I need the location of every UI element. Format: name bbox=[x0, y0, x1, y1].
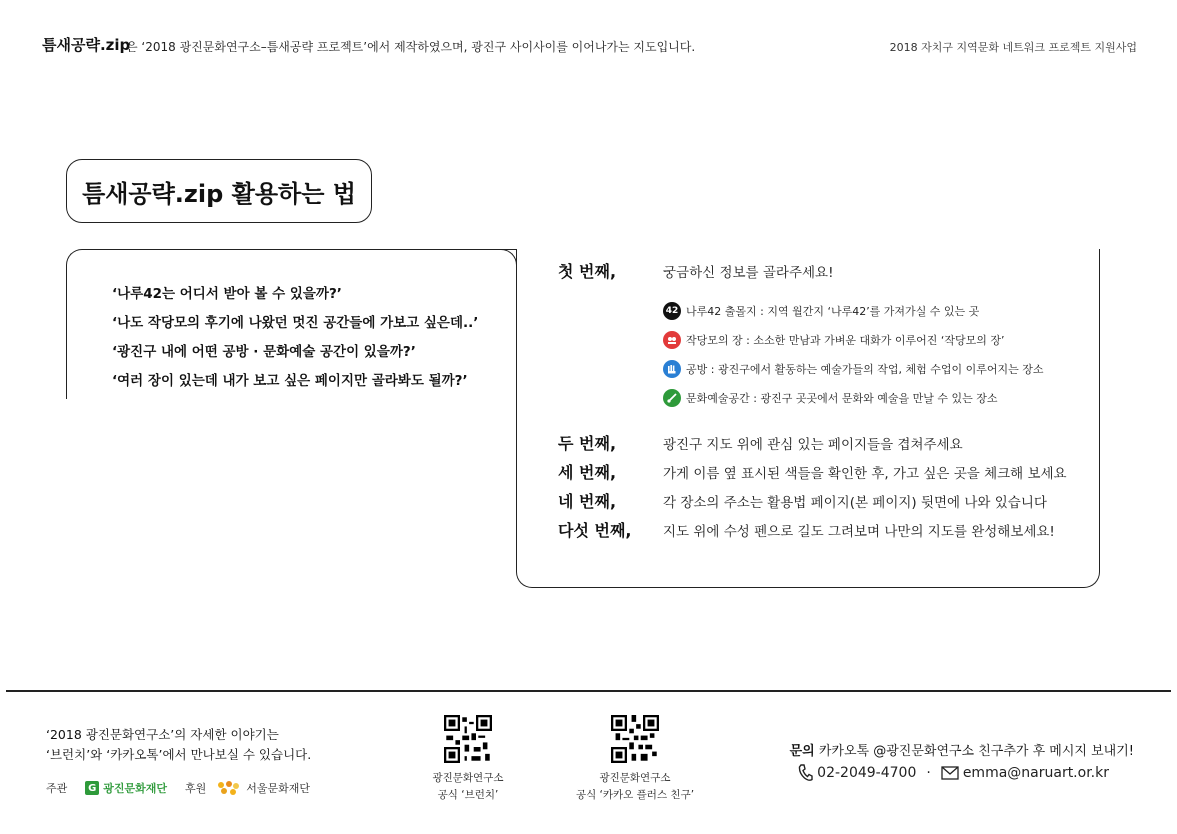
qr-caption-line: 공식 ‘카카오 플러스 친구’ bbox=[575, 789, 695, 801]
legend-text: 문화예술공간 : 광진구 곳곳에서 문화와 예술을 만날 수 있는 장소 bbox=[686, 391, 998, 405]
step-4-text: 각 장소의 주소는 활용법 페이지(본 페이지) 뒷면에 나와 있습니다 bbox=[663, 495, 1047, 511]
contact-text: 카카오톡 @광진문화연구소 친구추가 후 메시지 보내기! bbox=[818, 744, 1134, 759]
qr-caption-line: 광진문화연구소 bbox=[432, 772, 504, 784]
sponsor-name: 서울문화재단 bbox=[246, 782, 311, 795]
legend-text: 나루42 출몰지 : 지역 월간지 ‘나루42’를 가져가실 수 있는 곳 bbox=[686, 304, 980, 318]
contact-label: 문의 bbox=[789, 744, 815, 759]
legend-text: 공방 : 광진구에서 활동하는 예술가들의 작업, 체험 수업이 이루어지는 장소 bbox=[686, 362, 1044, 376]
step-5-text: 지도 위에 수성 펜으로 길도 그려보며 나만의 지도를 완성해보세요! bbox=[663, 524, 1055, 540]
legend-list bbox=[663, 296, 1043, 412]
meeting-icon bbox=[663, 331, 681, 349]
legend-text: 작당모의 장 : 소소한 만남과 가벼운 대화가 이루어진 ‘작당모의 장’ bbox=[686, 333, 1005, 347]
phone-number[interactable]: 02-2049-4700 bbox=[817, 765, 917, 781]
phone-icon bbox=[797, 764, 813, 782]
legend-item-meeting bbox=[663, 325, 1043, 354]
host-label: 주관 bbox=[46, 782, 68, 795]
step-2-text: 광진구 지도 위에 관심 있는 페이지들을 겹쳐주세요 bbox=[663, 437, 963, 453]
footer-divider bbox=[6, 690, 1171, 692]
brand-title: 틈새공략.zip bbox=[42, 36, 131, 54]
step-3-label: 세 번째, bbox=[558, 463, 617, 482]
step-4-label: 네 번째, bbox=[558, 492, 617, 511]
step-3-text: 가게 이름 옆 표시된 색들을 확인한 후, 가고 싶은 곳을 체크해 보세요 bbox=[663, 466, 1067, 482]
legend-item-naru42 bbox=[663, 296, 1043, 325]
footer-info bbox=[46, 725, 311, 765]
contact-separator: · bbox=[926, 765, 931, 781]
footer-info-line: ‘브런치’와 ‘카카오톡’에서 만나보실 수 있습니다. bbox=[46, 747, 312, 762]
step-2-label: 두 번째, bbox=[558, 434, 617, 453]
seoul-logo-icon bbox=[216, 780, 242, 796]
qr-kakao[interactable] bbox=[611, 715, 659, 767]
legend-item-culture bbox=[663, 383, 1043, 412]
footer-info-line: ‘2018 광진문화연구소’의 자세한 이야기는 bbox=[46, 727, 279, 742]
qr-caption-line: 공식 ‘브런치’ bbox=[437, 789, 499, 801]
qr-brunch-caption bbox=[398, 770, 538, 804]
contact-details bbox=[797, 764, 1109, 782]
qr-code-icon[interactable] bbox=[444, 715, 492, 763]
qr-brunch[interactable] bbox=[444, 715, 492, 767]
naru42-icon: 42 bbox=[663, 302, 681, 320]
email-address[interactable]: emma@naruart.or.kr bbox=[962, 765, 1109, 781]
brush-icon bbox=[663, 389, 681, 407]
qr-kakao-caption bbox=[560, 770, 710, 804]
qr-caption-line: 광진문화연구소 bbox=[599, 772, 671, 784]
mail-icon bbox=[941, 766, 959, 780]
contact-line bbox=[790, 740, 1134, 759]
qr-code-icon[interactable] bbox=[611, 715, 659, 763]
legend-item-workshop bbox=[663, 354, 1043, 383]
quote-item: ‘나도 작당모의 후기에 나왔던 멋진 공간들에 가보고 싶은데..’ bbox=[112, 315, 479, 331]
header-right-note: 2018 자치구 지역문화 네트워크 프로젝트 지원사업 bbox=[889, 41, 1137, 54]
quote-list bbox=[112, 280, 478, 396]
quote-item: ‘광진구 내에 어떤 공방 · 문화예술 공간이 있을까?’ bbox=[112, 344, 416, 360]
quote-item: ‘여러 장이 있는데 내가 보고 싶은 페이지만 골라봐도 될까?’ bbox=[112, 373, 468, 389]
quote-item: ‘나루42는 어디서 받아 볼 수 있을까?’ bbox=[112, 286, 342, 302]
hand-icon bbox=[663, 360, 681, 378]
step-1-text: 궁금하신 정보를 골라주세요! bbox=[663, 265, 834, 281]
page-title: 틈새공략.zip 활용하는 법 bbox=[66, 159, 372, 223]
gwangjin-logo-icon: G bbox=[85, 781, 99, 795]
host-name: 광진문화재단 bbox=[103, 782, 168, 795]
step-5-label: 다섯 번째, bbox=[558, 521, 632, 540]
header-description: 은 ‘2018 광진문화연구소–틈새공략 프로젝트’에서 제작하였으며, 광진구 사이사이를 이어나가는 지도입니다. bbox=[126, 40, 696, 54]
sponsor-label: 후원 bbox=[185, 782, 207, 795]
sponsor-row bbox=[46, 780, 310, 796]
step-1-label: 첫 번째, bbox=[558, 262, 617, 281]
